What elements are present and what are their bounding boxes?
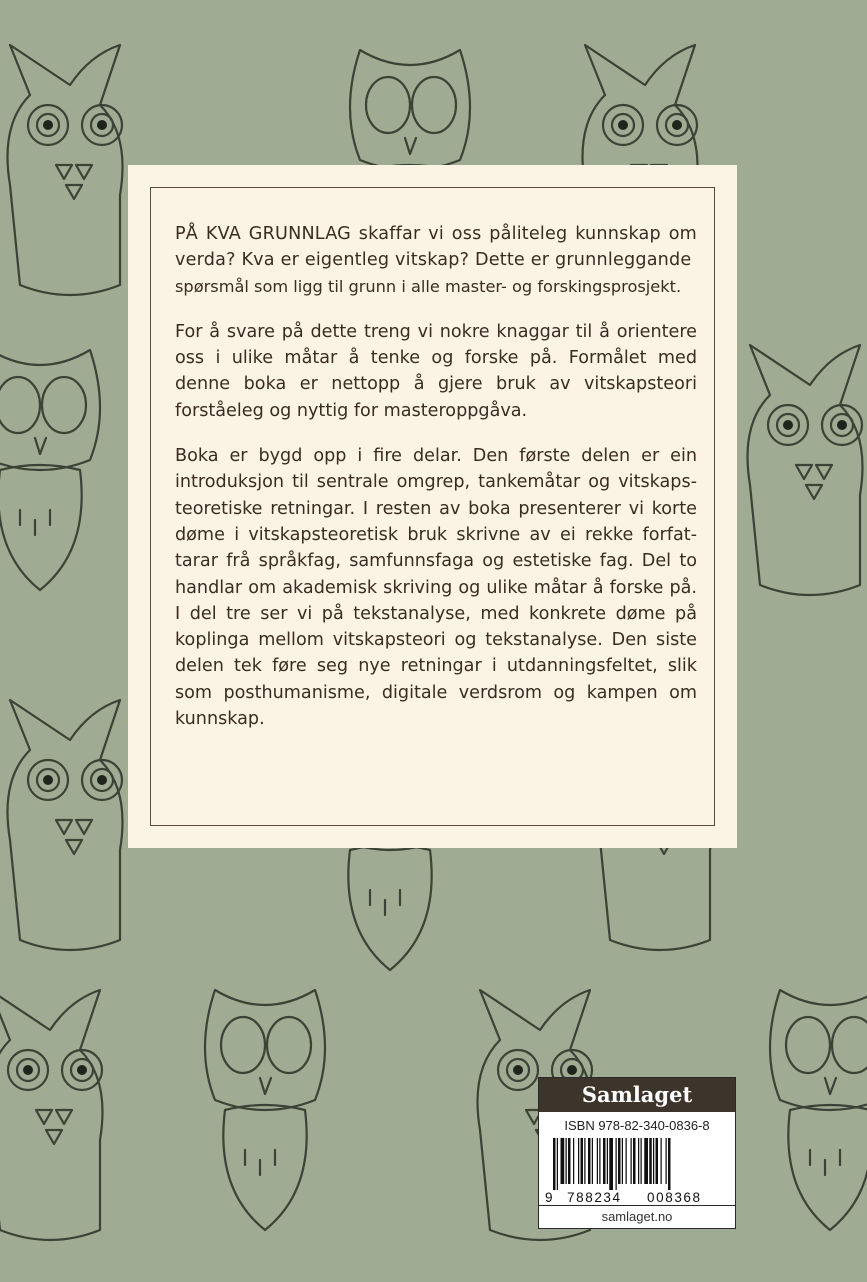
barcode-bar: [584, 1138, 585, 1184]
lead-last-line: spørsmål som ligg til grunn i alle master- og forskingsprosjekt.: [175, 276, 682, 296]
lead-rest: skaffar vi oss påliteleg kunnskap om verda? Kva er eigentleg vitskap? Dette er grunnleggande: [175, 224, 698, 271]
barcode-bar: [626, 1138, 627, 1184]
barcode-bar: [553, 1138, 556, 1190]
barcode-bar: [609, 1138, 613, 1190]
barcode-bar: [618, 1138, 621, 1184]
isbn-number: ISBN 978-82-340-0836-8: [564, 1118, 710, 1133]
barcode-bar: [661, 1138, 662, 1184]
barcode-bar: [649, 1138, 652, 1184]
blurb-paragraph-1: [175, 221, 697, 300]
barcode-bar: [638, 1138, 639, 1184]
barcode-bar: [603, 1138, 606, 1184]
barcode-bar: [573, 1138, 574, 1184]
barcode-bar: [566, 1138, 567, 1184]
publisher-website: samlaget.no: [539, 1205, 735, 1228]
blurb-text: [175, 221, 697, 751]
barcode-bar: [616, 1138, 617, 1190]
barcode-bar: [668, 1138, 671, 1190]
barcode-icon: [549, 1138, 725, 1190]
barcode-bar: [581, 1138, 584, 1184]
blurb-paragraph-2: For å svare på dette treng vi nokre knaggar til å orientere oss i ulike måtar å tenke og forske på. Formålet med denne boka er nettopp å gjere bruk av vitskapsteori forståeleg og nyttig for masteroppgåva.: [175, 321, 697, 421]
barcode-bar: [607, 1138, 608, 1184]
barcode-bar: [599, 1138, 600, 1184]
barcode-bar: [653, 1138, 654, 1184]
barcode-bar: [666, 1138, 667, 1184]
barcode-digit-group-right: 008368: [647, 1190, 702, 1205]
blurb-paragraph-3: Boka er bygd opp i fire delar. Den første delen er ein introduksjon til sentrale omgrep, tankemåtar og vitskapsteoretiske retningar. I resten av boka presenterer vi korte døme i vitskapsteoretisk bruk skrivne av ei rekke forfattarar frå språkfag, samfunnsfaga og estetiske fag. Del to handlar om akademisk skriving og ulike måtar å forske på. I del tre ser vi på tekstanalyse, med konkrete døme på koplinga mellom vitskapsteori og tekstanalyse. Den siste delen tek føre seg nye retningar i utdanningsfeltet, slik som posthumanisme, digitale verdsrom og kampen om kunnskap.: [175, 446, 697, 730]
barcode-bar: [622, 1138, 623, 1184]
barcode-bar: [557, 1138, 558, 1190]
isbn-block: [538, 1077, 736, 1229]
barcode-bar: [656, 1138, 659, 1184]
barcode-bar: [644, 1138, 648, 1184]
barcode-bar: [641, 1138, 642, 1184]
barcode-bar: [631, 1138, 632, 1184]
publisher-logo: Samlaget: [539, 1078, 735, 1112]
barcode-bar: [588, 1138, 591, 1184]
lead-caps: PÅ KVA GRUNNLAG: [175, 224, 351, 244]
barcode-bar: [561, 1138, 565, 1184]
barcode-bar: [592, 1138, 593, 1184]
barcode-bar: [568, 1138, 571, 1184]
barcode-digits: [539, 1190, 735, 1206]
barcode-digit-group-left: 788234: [567, 1190, 622, 1205]
barcode-bar: [633, 1138, 636, 1184]
barcode-digit-prefix: 9: [545, 1190, 553, 1205]
barcode-bar: [578, 1138, 579, 1184]
blurb-panel: [128, 165, 737, 848]
barcode-bar: [597, 1138, 598, 1184]
